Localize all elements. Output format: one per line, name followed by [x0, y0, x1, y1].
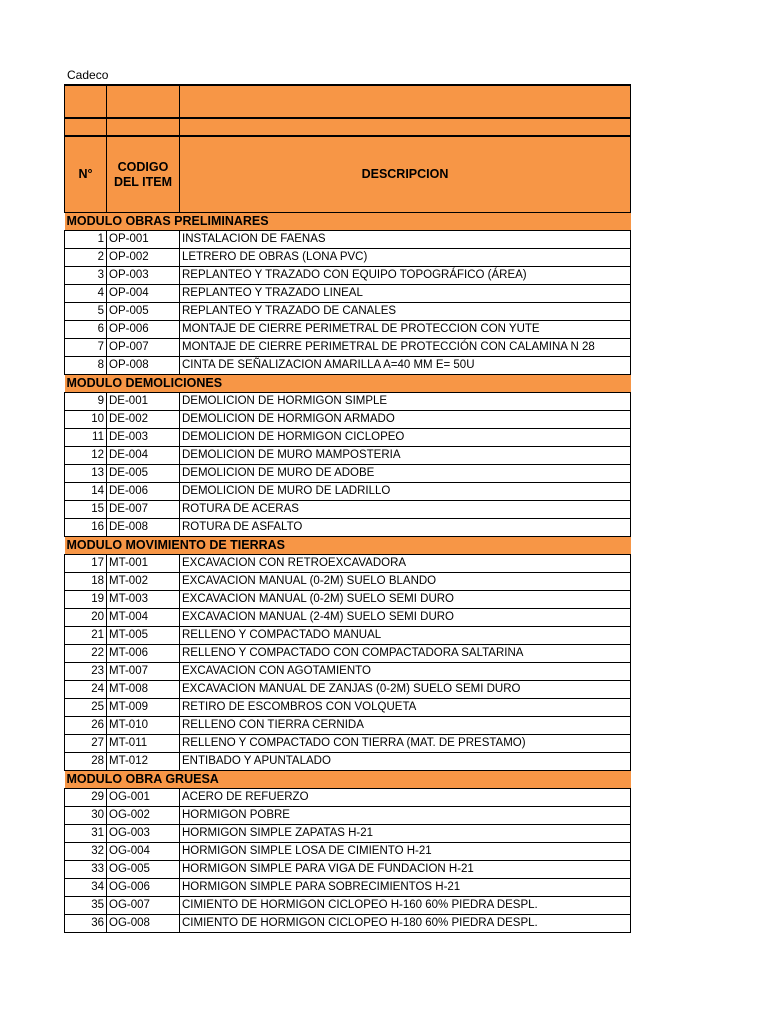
item-number-cell[interactable]: 5 — [65, 303, 107, 321]
item-number-cell[interactable]: 36 — [65, 915, 107, 933]
company-name: Cadeco — [67, 68, 109, 82]
item-description-cell[interactable]: ENTIBADO Y APUNTALADO — [180, 753, 631, 771]
item-number-cell[interactable]: 28 — [65, 753, 107, 771]
table-row — [65, 663, 631, 681]
item-description-cell[interactable]: DEMOLICION DE HORMIGON ARMADO — [180, 411, 631, 429]
table-row — [65, 285, 631, 303]
item-description-cell[interactable]: CINTA DE SEÑALIZACION AMARILLA A=40 MM E= 50U — [180, 357, 631, 375]
column-header-row — [65, 136, 631, 213]
item-code-cell[interactable]: MT-005 — [107, 627, 180, 645]
item-description-cell[interactable]: RELLENO CON TIERRA CERNIDA — [180, 717, 631, 735]
item-code-cell[interactable]: OP-004 — [107, 285, 180, 303]
header-cell[interactable] — [65, 85, 107, 118]
item-number-cell[interactable]: 26 — [65, 717, 107, 735]
item-number-cell[interactable]: 22 — [65, 645, 107, 663]
item-description-cell[interactable]: ROTURA DE ACERAS — [180, 501, 631, 519]
item-code-cell[interactable]: OG-007 — [107, 897, 180, 915]
table-row — [65, 555, 631, 573]
item-code-cell[interactable]: MT-009 — [107, 699, 180, 717]
item-number-cell[interactable]: 27 — [65, 735, 107, 753]
section-header-row — [65, 771, 631, 789]
item-code-cell[interactable]: OP-001 — [107, 231, 180, 249]
table-row — [65, 789, 631, 807]
table-row — [65, 447, 631, 465]
item-number-cell[interactable]: 12 — [65, 447, 107, 465]
header-cell[interactable] — [107, 85, 180, 118]
item-description-cell[interactable]: ACERO DE REFUERZO — [180, 789, 631, 807]
item-description-cell[interactable]: EXCAVACION CON RETROEXCAVADORA — [180, 555, 631, 573]
item-code-cell[interactable]: MT-003 — [107, 591, 180, 609]
item-description-cell[interactable]: REPLANTEO Y TRAZADO LINEAL — [180, 285, 631, 303]
item-code-cell[interactable]: OG-001 — [107, 789, 180, 807]
table-row — [65, 339, 631, 357]
header-row-blank — [65, 85, 631, 118]
item-code-cell[interactable]: DE-007 — [107, 501, 180, 519]
item-code-cell[interactable]: MT-008 — [107, 681, 180, 699]
item-code-cell[interactable]: DE-006 — [107, 483, 180, 501]
item-number-cell[interactable]: 31 — [65, 825, 107, 843]
item-number-cell[interactable]: 1 — [65, 231, 107, 249]
item-number-cell[interactable]: 4 — [65, 285, 107, 303]
item-number-cell[interactable]: 16 — [65, 519, 107, 537]
table-row — [65, 825, 631, 843]
item-number-cell[interactable]: 11 — [65, 429, 107, 447]
item-number-cell[interactable]: 18 — [65, 573, 107, 591]
item-number-cell[interactable]: 2 — [65, 249, 107, 267]
item-number-cell[interactable]: 7 — [65, 339, 107, 357]
table-row — [65, 231, 631, 249]
header-row-blank — [65, 118, 631, 136]
table-row — [65, 465, 631, 483]
table-row — [65, 411, 631, 429]
item-code-cell[interactable]: DE-002 — [107, 411, 180, 429]
column-header-code[interactable]: CODIGO DEL ITEM — [107, 136, 180, 213]
item-description-cell[interactable]: MONTAJE DE CIERRE PERIMETRAL DE PROTECCIÓN CON CALAMINA N 28 — [180, 339, 631, 357]
table-row — [65, 807, 631, 825]
header-cell[interactable] — [180, 118, 631, 136]
section-header-row — [65, 537, 631, 555]
item-number-cell[interactable]: 20 — [65, 609, 107, 627]
table-row — [65, 717, 631, 735]
item-number-cell[interactable]: 19 — [65, 591, 107, 609]
item-number-cell[interactable]: 32 — [65, 843, 107, 861]
item-description-cell[interactable]: HORMIGON POBRE — [180, 807, 631, 825]
item-number-cell[interactable]: 33 — [65, 861, 107, 879]
item-code-cell[interactable]: MT-004 — [107, 609, 180, 627]
table-row — [65, 897, 631, 915]
item-code-cell[interactable]: DE-004 — [107, 447, 180, 465]
item-number-cell[interactable]: 13 — [65, 465, 107, 483]
item-number-cell[interactable]: 14 — [65, 483, 107, 501]
item-code-cell[interactable]: MT-011 — [107, 735, 180, 753]
item-number-cell[interactable]: 9 — [65, 393, 107, 411]
table-row — [65, 645, 631, 663]
table-row — [65, 249, 631, 267]
item-code-cell[interactable]: OP-002 — [107, 249, 180, 267]
items-table-body — [65, 85, 631, 933]
item-description-cell[interactable]: EXCAVACION MANUAL (0-2M) SUELO SEMI DURO — [180, 591, 631, 609]
item-description-cell[interactable]: CIMIENTO DE HORMIGON CICLOPEO H-180 60% PIEDRA DESPL. — [180, 915, 631, 933]
item-code-cell[interactable]: DE-005 — [107, 465, 180, 483]
table-row — [65, 573, 631, 591]
table-row — [65, 699, 631, 717]
item-code-cell[interactable]: MT-012 — [107, 753, 180, 771]
item-code-cell[interactable]: MT-007 — [107, 663, 180, 681]
table-row — [65, 753, 631, 771]
item-description-cell[interactable]: MONTAJE DE CIERRE PERIMETRAL DE PROTECCION CON YUTE — [180, 321, 631, 339]
item-description-cell[interactable]: INSTALACION DE FAENAS — [180, 231, 631, 249]
item-number-cell[interactable]: 15 — [65, 501, 107, 519]
table-row — [65, 609, 631, 627]
table-row — [65, 303, 631, 321]
item-number-cell[interactable]: 29 — [65, 789, 107, 807]
item-code-cell[interactable]: OG-006 — [107, 879, 180, 897]
item-description-cell[interactable]: RETIRO DE ESCOMBROS CON VOLQUETA — [180, 699, 631, 717]
section-title[interactable]: MODULO OBRAS PRELIMINARES — [65, 213, 631, 231]
items-table — [64, 84, 631, 933]
item-number-cell[interactable]: 34 — [65, 879, 107, 897]
item-code-cell[interactable]: OP-005 — [107, 303, 180, 321]
item-description-cell[interactable]: HORMIGON SIMPLE ZAPATAS H-21 — [180, 825, 631, 843]
table-row — [65, 843, 631, 861]
item-description-cell[interactable]: RELLENO Y COMPACTADO CON COMPACTADORA SALTARINA — [180, 645, 631, 663]
item-description-cell[interactable]: DEMOLICION DE MURO DE LADRILLO — [180, 483, 631, 501]
item-description-cell[interactable]: RELLENO Y COMPACTADO MANUAL — [180, 627, 631, 645]
item-description-cell[interactable]: CIMIENTO DE HORMIGON CICLOPEO H-160 60% PIEDRA DESPL. — [180, 897, 631, 915]
item-code-cell[interactable]: OG-008 — [107, 915, 180, 933]
item-code-cell[interactable]: OP-006 — [107, 321, 180, 339]
table-row — [65, 519, 631, 537]
section-title[interactable]: MODULO MOVIMIENTO DE TIERRAS — [65, 537, 631, 555]
section-header-row — [65, 375, 631, 393]
item-description-cell[interactable]: ROTURA DE ASFALTO — [180, 519, 631, 537]
item-description-cell[interactable]: REPLANTEO Y TRAZADO CON EQUIPO TOPOGRÁFICO (ÁREA) — [180, 267, 631, 285]
table-row — [65, 321, 631, 339]
item-description-cell[interactable]: EXCAVACION MANUAL DE ZANJAS (0-2M) SUELO SEMI DURO — [180, 681, 631, 699]
header-cell[interactable] — [107, 118, 180, 136]
item-description-cell[interactable]: DEMOLICION DE HORMIGON CICLOPEO — [180, 429, 631, 447]
item-description-cell[interactable]: LETRERO DE OBRAS (LONA PVC) — [180, 249, 631, 267]
table-row — [65, 393, 631, 411]
section-header-row — [65, 213, 631, 231]
item-number-cell[interactable]: 6 — [65, 321, 107, 339]
table-row — [65, 861, 631, 879]
item-code-cell[interactable]: MT-006 — [107, 645, 180, 663]
item-code-cell[interactable]: MT-001 — [107, 555, 180, 573]
header-cell[interactable] — [180, 85, 631, 118]
item-description-cell[interactable]: RELLENO Y COMPACTADO CON TIERRA (MAT. DE PRESTAMO) — [180, 735, 631, 753]
table-row — [65, 429, 631, 447]
header-cell[interactable] — [65, 118, 107, 136]
item-number-cell[interactable]: 8 — [65, 357, 107, 375]
table-row — [65, 501, 631, 519]
column-header-description[interactable]: DESCRIPCION — [180, 136, 631, 213]
table-row — [65, 627, 631, 645]
item-code-cell[interactable]: OG-002 — [107, 807, 180, 825]
column-header-num[interactable]: N° — [65, 136, 107, 213]
table-row — [65, 357, 631, 375]
item-description-cell[interactable]: HORMIGON SIMPLE LOSA DE CIMIENTO H-21 — [180, 843, 631, 861]
table-row — [65, 483, 631, 501]
item-description-cell[interactable]: DEMOLICION DE MURO MAMPOSTERIA — [180, 447, 631, 465]
item-description-cell[interactable]: DEMOLICION DE HORMIGON SIMPLE — [180, 393, 631, 411]
item-code-cell[interactable]: OP-008 — [107, 357, 180, 375]
item-code-cell[interactable]: DE-003 — [107, 429, 180, 447]
section-title[interactable]: MODULO DEMOLICIONES — [65, 375, 631, 393]
item-description-cell[interactable]: EXCAVACION CON AGOTAMIENTO — [180, 663, 631, 681]
item-code-cell[interactable]: OG-003 — [107, 825, 180, 843]
item-number-cell[interactable]: 23 — [65, 663, 107, 681]
item-number-cell[interactable]: 25 — [65, 699, 107, 717]
item-description-cell[interactable]: HORMIGON SIMPLE PARA VIGA DE FUNDACION H-21 — [180, 861, 631, 879]
item-description-cell[interactable]: EXCAVACION MANUAL (0-2M) SUELO BLANDO — [180, 573, 631, 591]
item-description-cell[interactable]: DEMOLICION DE MURO DE ADOBE — [180, 465, 631, 483]
item-code-cell[interactable]: DE-008 — [107, 519, 180, 537]
item-description-cell[interactable]: REPLANTEO Y TRAZADO DE CANALES — [180, 303, 631, 321]
item-number-cell[interactable]: 3 — [65, 267, 107, 285]
item-description-cell[interactable]: EXCAVACION MANUAL (2-4M) SUELO SEMI DURO — [180, 609, 631, 627]
item-number-cell[interactable]: 17 — [65, 555, 107, 573]
table-row — [65, 879, 631, 897]
table-row — [65, 915, 631, 933]
table-row — [65, 267, 631, 285]
item-number-cell[interactable]: 30 — [65, 807, 107, 825]
item-number-cell[interactable]: 10 — [65, 411, 107, 429]
item-code-cell[interactable]: MT-002 — [107, 573, 180, 591]
item-number-cell[interactable]: 24 — [65, 681, 107, 699]
table-row — [65, 735, 631, 753]
item-code-cell[interactable]: OP-007 — [107, 339, 180, 357]
item-code-cell[interactable]: OG-005 — [107, 861, 180, 879]
item-number-cell[interactable]: 21 — [65, 627, 107, 645]
section-title[interactable]: MODULO OBRA GRUESA — [65, 771, 631, 789]
item-code-cell[interactable]: OP-003 — [107, 267, 180, 285]
item-description-cell[interactable]: HORMIGON SIMPLE PARA SOBRECIMIENTOS H-21 — [180, 879, 631, 897]
item-number-cell[interactable]: 35 — [65, 897, 107, 915]
table-row — [65, 681, 631, 699]
item-code-cell[interactable]: OG-004 — [107, 843, 180, 861]
table-row — [65, 591, 631, 609]
item-code-cell[interactable]: MT-010 — [107, 717, 180, 735]
item-code-cell[interactable]: DE-001 — [107, 393, 180, 411]
